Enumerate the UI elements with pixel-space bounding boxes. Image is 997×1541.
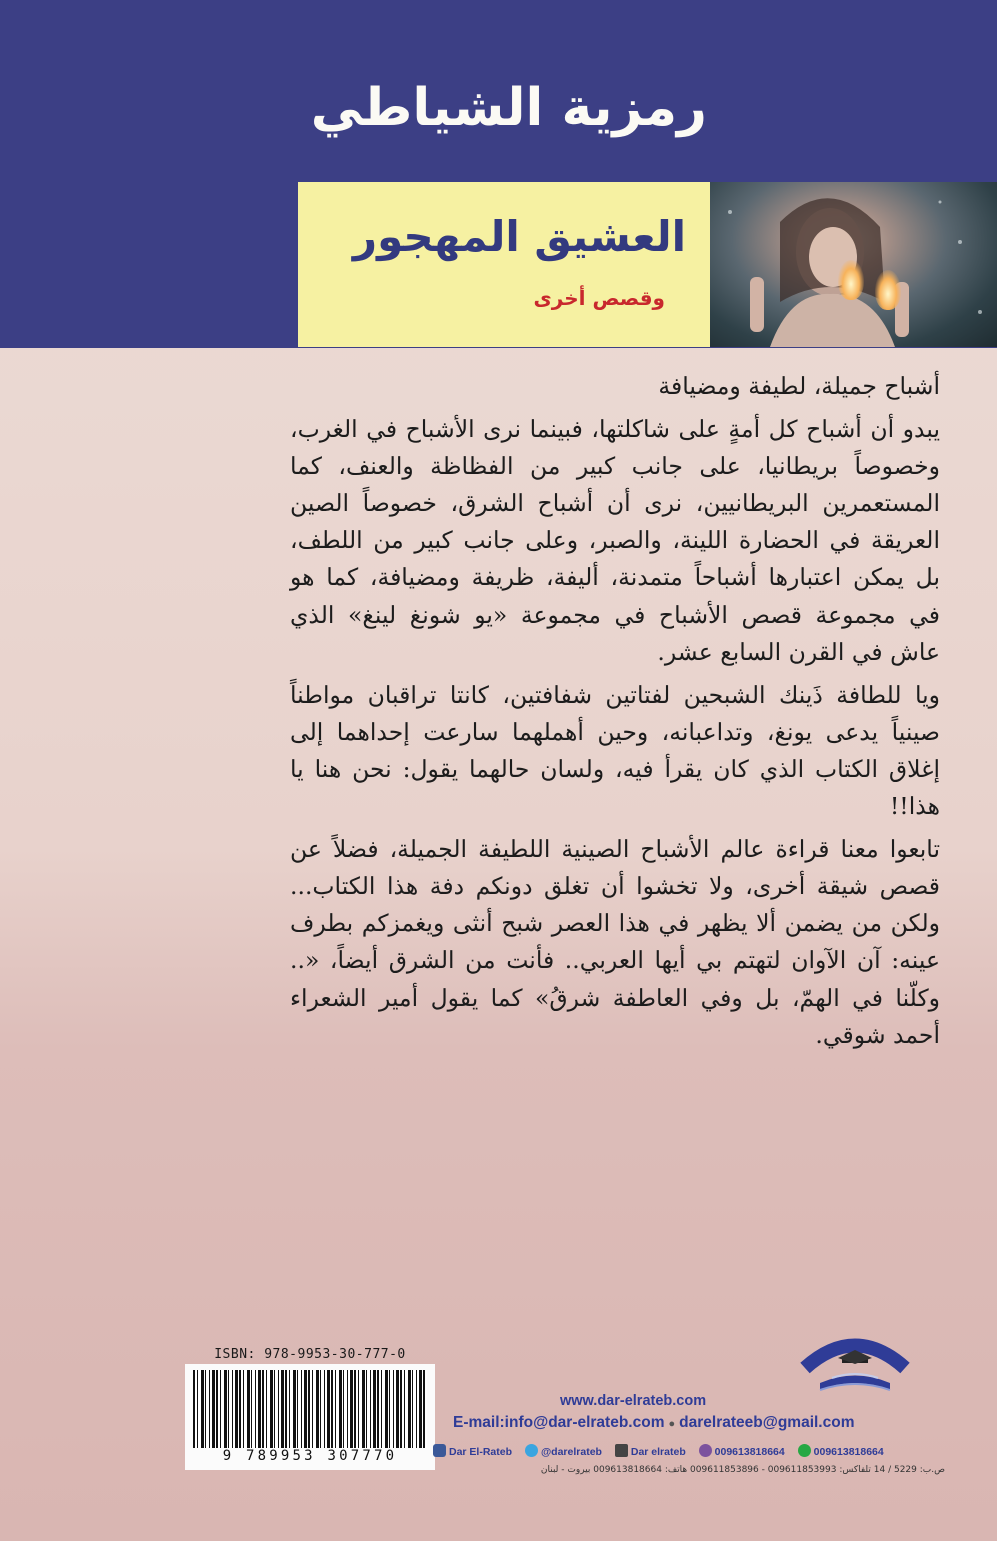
- cover-photo: [710, 182, 997, 347]
- publisher-logo: [780, 1328, 930, 1403]
- blackberry-icon: [615, 1444, 628, 1457]
- book-title: العشيق المهجور: [352, 212, 686, 261]
- candle-flame-icon: [875, 270, 901, 310]
- email-link[interactable]: darelrateeb@gmail.com: [679, 1414, 855, 1431]
- viber-icon: [699, 1444, 712, 1457]
- whatsapp-number[interactable]: 009613818664: [813, 1446, 884, 1458]
- facebook-icon: [433, 1444, 446, 1457]
- author-name: رمزية الشياطي: [310, 78, 707, 138]
- viber-number[interactable]: 009613818664: [714, 1446, 785, 1458]
- candle-flame-icon: [838, 260, 864, 300]
- twitter-icon: [525, 1444, 538, 1457]
- book-logo-icon: [780, 1328, 930, 1403]
- facebook-handle[interactable]: Dar El-Rateb: [449, 1446, 513, 1458]
- barcode-digits: 9 789953 307770: [222, 1448, 398, 1464]
- barcode-bars: [193, 1370, 427, 1448]
- publisher-address: ص.ب: 5229 / 14 تلفاكس: 009611853993 - 009611853896 هاتف: 009613818664 بيروت - لبنان: [540, 1465, 945, 1475]
- title-box: [298, 182, 710, 347]
- isbn-label: ISBN: 978-9953-30-777-0: [214, 1347, 406, 1362]
- whatsapp-icon: [798, 1444, 811, 1457]
- blurb-paragraph: تابعوا معنا قراءة عالم الأشباح الصينية اللطيفة الجميلة، فضلاً عن قصص شيقة أخرى، ولا تخشوا أن تغلق دونكم دفة هذا الكتاب... ولكن من يضمن ألا يظهر في هذا العصر شبح أنثى ويغمزكم بطرف عينه: آن الآوان لتهتم بي أيها العربي.. فأنت من الشرق أيضاً، «.. وكلّنا في الهمّ، بل وفي العاطفة شرقُ» كما يقول أمير الشعراء أحمد شوقي.: [290, 835, 940, 1049]
- social-contacts: [433, 1444, 894, 1458]
- blurb-paragraph: ويا للطافة ذَينك الشبحين لفتاتين شفافتين، كانتا تراقبان مواطناً صينياً يدعى يونغ، وتداعبانه، وحين أهملهما سارعت إحداهما إلى إغلاق الكتاب الذي كان يقرأ فيه، ولسان حالهما يقول: نحن هنا يا هذا!!: [290, 680, 940, 821]
- email-link[interactable]: E-mail:info@dar-elrateb.com: [453, 1414, 665, 1431]
- twitter-handle[interactable]: @darelrateb: [540, 1446, 602, 1458]
- barcode: [185, 1364, 435, 1470]
- separator-dot: ●: [668, 1418, 676, 1430]
- contact-emails: [453, 1414, 854, 1432]
- blurb-paragraph: يبدو أن أشباح كل أمةٍ على شاكلتها، فبينما نرى الأشباح في الغرب، وخصوصاً بريطانيا، على جانب كبير من الفظاظة والعنف، كما المستعمرين البريطانيين، نرى أن أشباح الشرق، خصوصاً الصين العريقة في الحضارة اللينة، والصبر، وعلى جانب كبير من اللطف، بل يمكن اعتبارها أشباحاً متمدنة، أليفة، ظريفة ومضيافة، كما هو في مجموعة قصص الأشباح في مجموعة «يو شونغ لينغ» الذي عاش في القرن السابع عشر.: [290, 415, 940, 666]
- publisher-website-link[interactable]: www.dar-elrateb.com: [560, 1393, 707, 1409]
- book-subtitle: وقصص أخرى: [533, 286, 665, 310]
- blurb-heading: أشباح جميلة، لطيفة ومضيافة: [658, 372, 940, 400]
- bbm-handle[interactable]: Dar elrateb: [630, 1446, 686, 1458]
- blurb-text: [290, 368, 940, 1054]
